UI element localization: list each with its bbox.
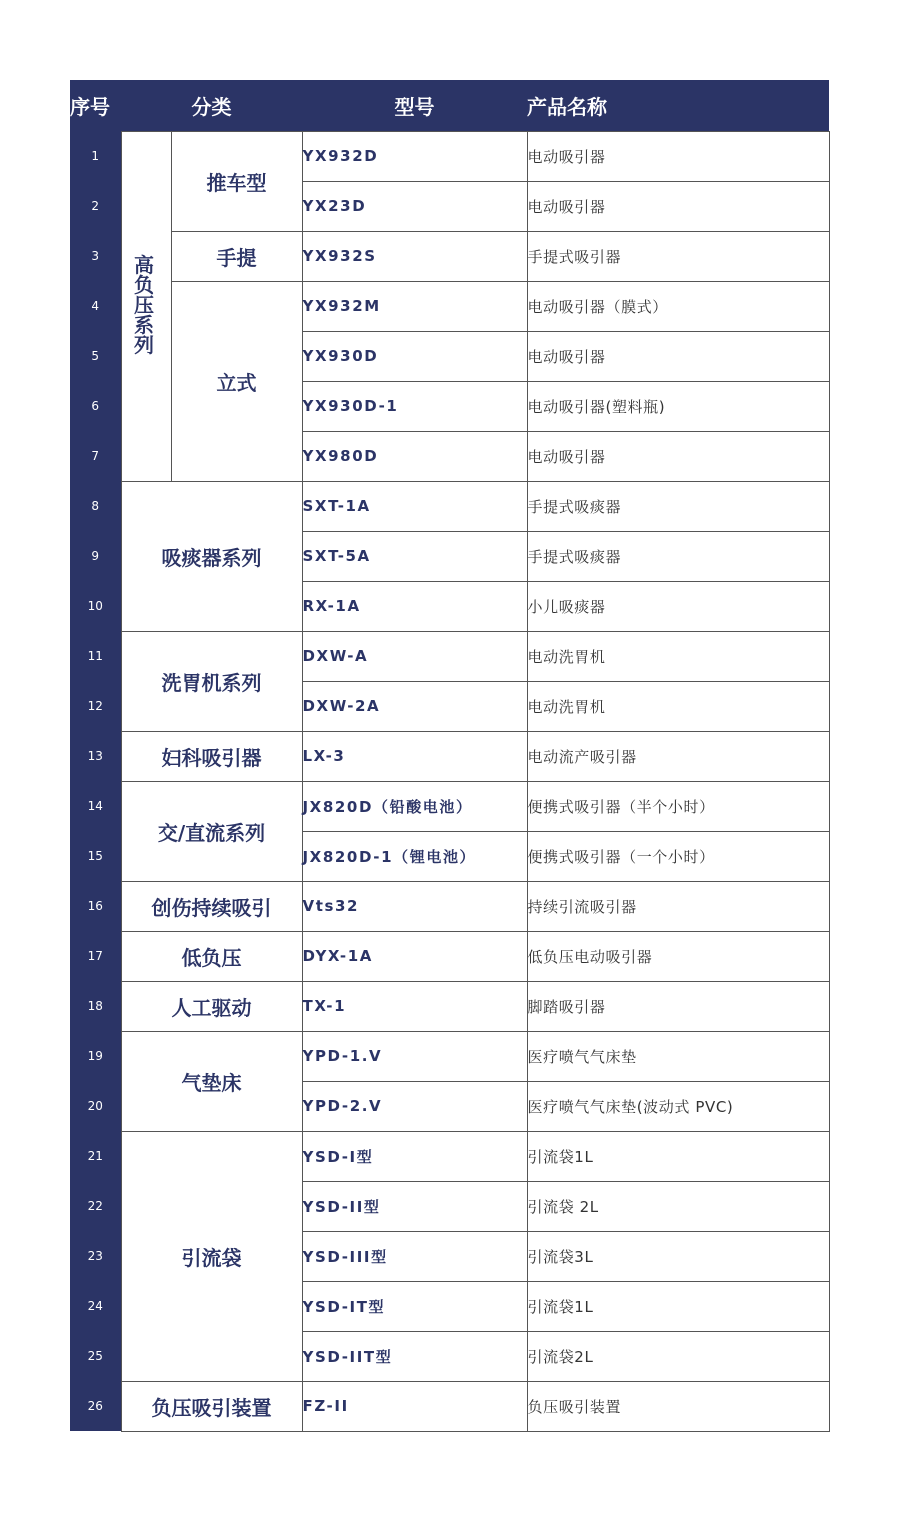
- product-name-cell: 电动吸引器: [527, 181, 829, 231]
- row-index: 1: [70, 131, 121, 181]
- table-row: [70, 281, 829, 331]
- row-index: 21: [70, 1131, 121, 1181]
- product-name-cell: 电动吸引器（膜式）: [527, 281, 829, 331]
- category-wound-suction: 创伤持续吸引: [121, 881, 302, 931]
- model-cell: RX-1A: [302, 581, 527, 631]
- row-index: 2: [70, 181, 121, 231]
- model-cell: YX932M: [302, 281, 527, 331]
- row-index: 14: [70, 781, 121, 831]
- table-row: [70, 231, 829, 281]
- subcategory-upright: 立式: [171, 281, 302, 481]
- product-name-cell: 引流袋2L: [527, 1331, 829, 1381]
- table-row: [70, 1131, 829, 1181]
- row-index: 15: [70, 831, 121, 881]
- row-index: 6: [70, 381, 121, 431]
- table-row: [70, 131, 829, 181]
- model-cell: TX-1: [302, 981, 527, 1031]
- model-cell: SXT-5A: [302, 531, 527, 581]
- category-sputum-series: 吸痰器系列: [121, 481, 302, 631]
- product-name-cell: 手提式吸痰器: [527, 481, 829, 531]
- category-low-pressure: 低负压: [121, 931, 302, 981]
- header-row: [70, 80, 829, 131]
- model-cell: YSD-IT型: [302, 1281, 527, 1331]
- header-product-name: 产品名称: [527, 80, 829, 131]
- table-row: [70, 781, 829, 831]
- product-name-cell: 低负压电动吸引器: [527, 931, 829, 981]
- category-gastric-series: 洗胃机系列: [121, 631, 302, 731]
- row-index: 16: [70, 881, 121, 931]
- row-index: 25: [70, 1331, 121, 1381]
- row-index: 18: [70, 981, 121, 1031]
- model-cell: JX820D-1（锂电池）: [302, 831, 527, 881]
- product-name-cell: 医疗喷气气床垫(波动式 PVC): [527, 1081, 829, 1131]
- model-cell: YSD-IIT型: [302, 1331, 527, 1381]
- product-name-cell: 脚踏吸引器: [527, 981, 829, 1031]
- model-cell: YX932D: [302, 131, 527, 181]
- product-name-cell: 便携式吸引器（一个小时）: [527, 831, 829, 881]
- model-cell: FZ-II: [302, 1381, 527, 1431]
- product-name-cell: 医疗喷气气床垫: [527, 1031, 829, 1081]
- row-index: 9: [70, 531, 121, 581]
- product-name-cell: 小儿吸痰器: [527, 581, 829, 631]
- row-index: 23: [70, 1231, 121, 1281]
- model-cell: JX820D（铅酸电池）: [302, 781, 527, 831]
- product-name-cell: 引流袋1L: [527, 1281, 829, 1331]
- model-cell: YSD-III型: [302, 1231, 527, 1281]
- model-cell: YSD-I型: [302, 1131, 527, 1181]
- product-name-cell: 便携式吸引器（半个小时）: [527, 781, 829, 831]
- product-name-cell: 电动吸引器: [527, 331, 829, 381]
- subcategory-cart-type: 推车型: [171, 131, 302, 231]
- product-name-cell: 引流袋 2L: [527, 1181, 829, 1231]
- model-cell: YX23D: [302, 181, 527, 231]
- table-row: [70, 1031, 829, 1081]
- category-high-pressure-series: [121, 131, 171, 481]
- category-manual-drive: 人工驱动: [121, 981, 302, 1031]
- product-name-cell: 电动吸引器: [527, 131, 829, 181]
- table-row: [70, 481, 829, 531]
- product-name-cell: 持续引流吸引器: [527, 881, 829, 931]
- product-name-cell: 引流袋1L: [527, 1131, 829, 1181]
- table-row: [70, 1381, 829, 1431]
- model-cell: LX-3: [302, 731, 527, 781]
- product-name-cell: 负压吸引装置: [527, 1381, 829, 1431]
- product-name-cell: 电动洗胃机: [527, 631, 829, 681]
- header-index: 序号: [70, 80, 121, 131]
- row-index: 8: [70, 481, 121, 531]
- row-index: 13: [70, 731, 121, 781]
- category-ac-dc-series: 交/直流系列: [121, 781, 302, 881]
- model-cell: YPD-2.V: [302, 1081, 527, 1131]
- header-model: 型号: [302, 80, 527, 131]
- table-row: [70, 981, 829, 1031]
- product-name-cell: 手提式吸引器: [527, 231, 829, 281]
- category-gynecology: 妇科吸引器: [121, 731, 302, 781]
- product-table: [70, 80, 830, 1432]
- model-cell: Vts32: [302, 881, 527, 931]
- table-row: [70, 931, 829, 981]
- category-drainage-bag: 引流袋: [121, 1131, 302, 1381]
- row-index: 24: [70, 1281, 121, 1331]
- row-index: 5: [70, 331, 121, 381]
- row-index: 12: [70, 681, 121, 731]
- model-cell: DXW-2A: [302, 681, 527, 731]
- model-cell: DYX-1A: [302, 931, 527, 981]
- table-row: [70, 881, 829, 931]
- category-air-mattress: 气垫床: [121, 1031, 302, 1131]
- row-index: 7: [70, 431, 121, 481]
- row-index: 19: [70, 1031, 121, 1081]
- product-name-cell: 电动吸引器(塑料瓶): [527, 381, 829, 431]
- table-row: [70, 631, 829, 681]
- model-cell: YX930D-1: [302, 381, 527, 431]
- subcategory-handheld: 手提: [171, 231, 302, 281]
- product-name-cell: 电动流产吸引器: [527, 731, 829, 781]
- header-category: 分类: [121, 80, 302, 131]
- row-index: 20: [70, 1081, 121, 1131]
- model-cell: YX930D: [302, 331, 527, 381]
- model-cell: DXW-A: [302, 631, 527, 681]
- product-name-cell: 手提式吸痰器: [527, 531, 829, 581]
- row-index: 4: [70, 281, 121, 331]
- row-index: 26: [70, 1381, 121, 1431]
- row-index: 17: [70, 931, 121, 981]
- product-name-cell: 电动洗胃机: [527, 681, 829, 731]
- model-cell: YSD-II型: [302, 1181, 527, 1231]
- model-cell: YPD-1.V: [302, 1031, 527, 1081]
- category-negative-device: 负压吸引装置: [121, 1381, 302, 1431]
- category-label: 高负压系列: [134, 253, 154, 357]
- product-name-cell: 引流袋3L: [527, 1231, 829, 1281]
- model-cell: YX932S: [302, 231, 527, 281]
- model-cell: YX980D: [302, 431, 527, 481]
- table-row: [70, 731, 829, 781]
- row-index: 10: [70, 581, 121, 631]
- model-cell: SXT-1A: [302, 481, 527, 531]
- row-index: 22: [70, 1181, 121, 1231]
- product-name-cell: 电动吸引器: [527, 431, 829, 481]
- row-index: 11: [70, 631, 121, 681]
- row-index: 3: [70, 231, 121, 281]
